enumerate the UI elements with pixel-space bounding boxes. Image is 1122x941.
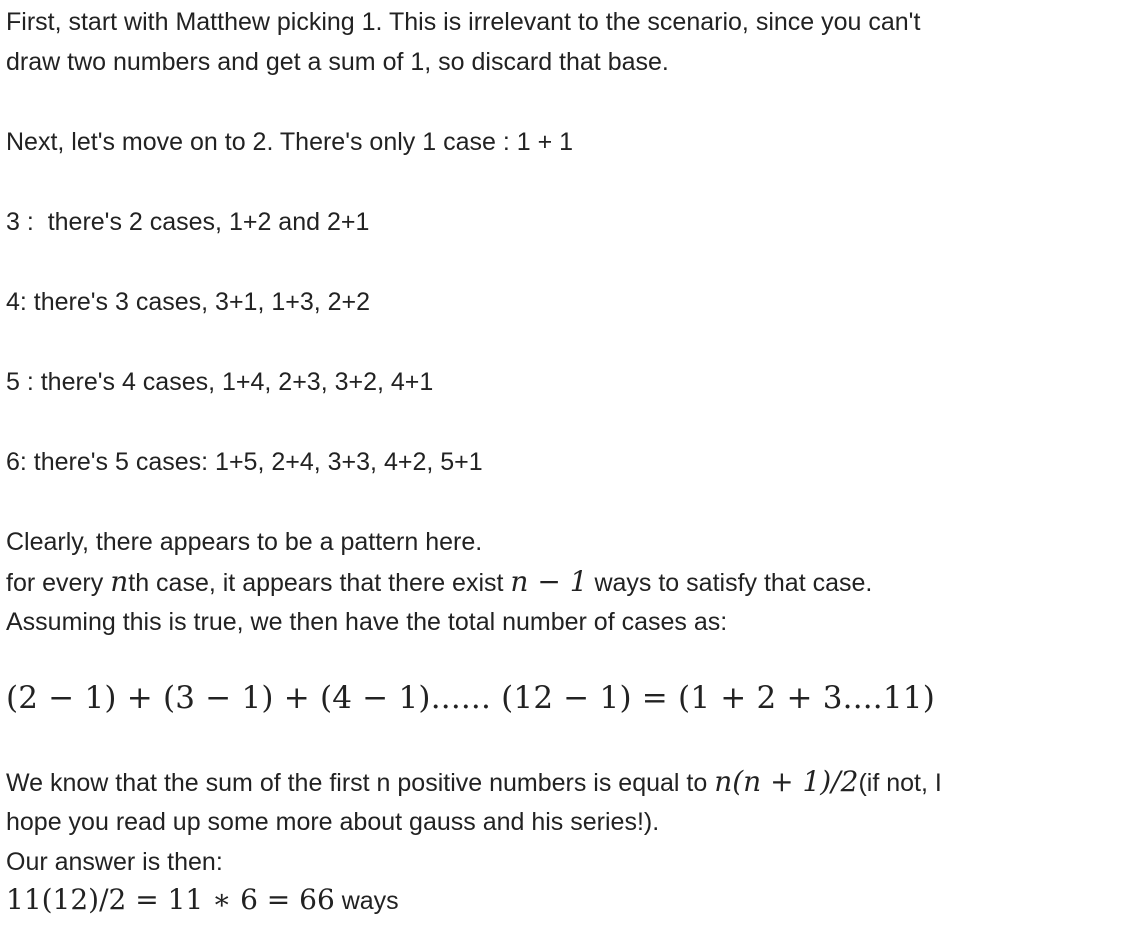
gauss-text-a: We know that the sum of the first n positive numbers is equal to <box>6 769 715 797</box>
paragraph-intro-line-2: draw two numbers and get a sum of 1, so discard that base. <box>6 48 669 76</box>
paragraph-gauss-line-2: hope you read up some more about gauss and his series!). <box>6 808 660 836</box>
paragraph-answer <box>6 880 399 921</box>
paragraph-pattern-line-3: Assuming this is true, we then have the total number of cases as: <box>6 608 728 636</box>
case-3-text: there's 2 cases, 1+2 and 2+1 <box>47 208 370 236</box>
paragraph-answer-intro: Our answer is then: <box>6 848 223 876</box>
paragraph-pattern-line-2 <box>6 562 872 603</box>
answer-suffix: ways <box>334 887 399 915</box>
paragraph-intro-line-1: First, start with Matthew picking 1. This is irrelevant to the scenario, since you can't <box>6 8 921 36</box>
paragraph-case-5: 5 : there's 4 cases, 1+4, 2+3, 3+2, 4+1 <box>6 368 434 396</box>
paragraph-case-2: Next, let's move on to 2. There's only 1 case : 1 + 1 <box>6 128 574 156</box>
sum-equation-expression: (2 − 1) + (3 − 1) + (4 − 1)...... (12 − 1) = (1 + 2 + 3....11) <box>6 680 936 716</box>
pattern-text-a: for every <box>6 569 111 597</box>
gauss-text-b: (if not, I <box>858 769 942 797</box>
sum-equation <box>6 678 935 720</box>
paragraph-case-3 <box>6 202 369 242</box>
math-n-minus-1: n − 1 <box>510 565 588 598</box>
math-gauss-formula: n(n + 1)/2 <box>714 765 859 798</box>
pattern-text-c: ways to satisfy that case. <box>587 569 873 597</box>
answer-expression: 11(12)/2 = 11 ∗ 6 = 66 <box>6 883 335 916</box>
pattern-text-b: th case, it appears that there exist <box>128 569 511 597</box>
math-n: n <box>110 565 129 598</box>
paragraph-case-4: 4: there's 3 cases, 3+1, 1+3, 2+2 <box>6 288 371 316</box>
paragraph-gauss-line-1 <box>6 762 942 803</box>
paragraph-case-6: 6: there's 5 cases: 1+5, 2+4, 3+3, 4+2, 5+1 <box>6 448 483 476</box>
paragraph-pattern-line-1: Clearly, there appears to be a pattern here. <box>6 528 483 556</box>
case-3-label: 3 : <box>6 208 34 236</box>
